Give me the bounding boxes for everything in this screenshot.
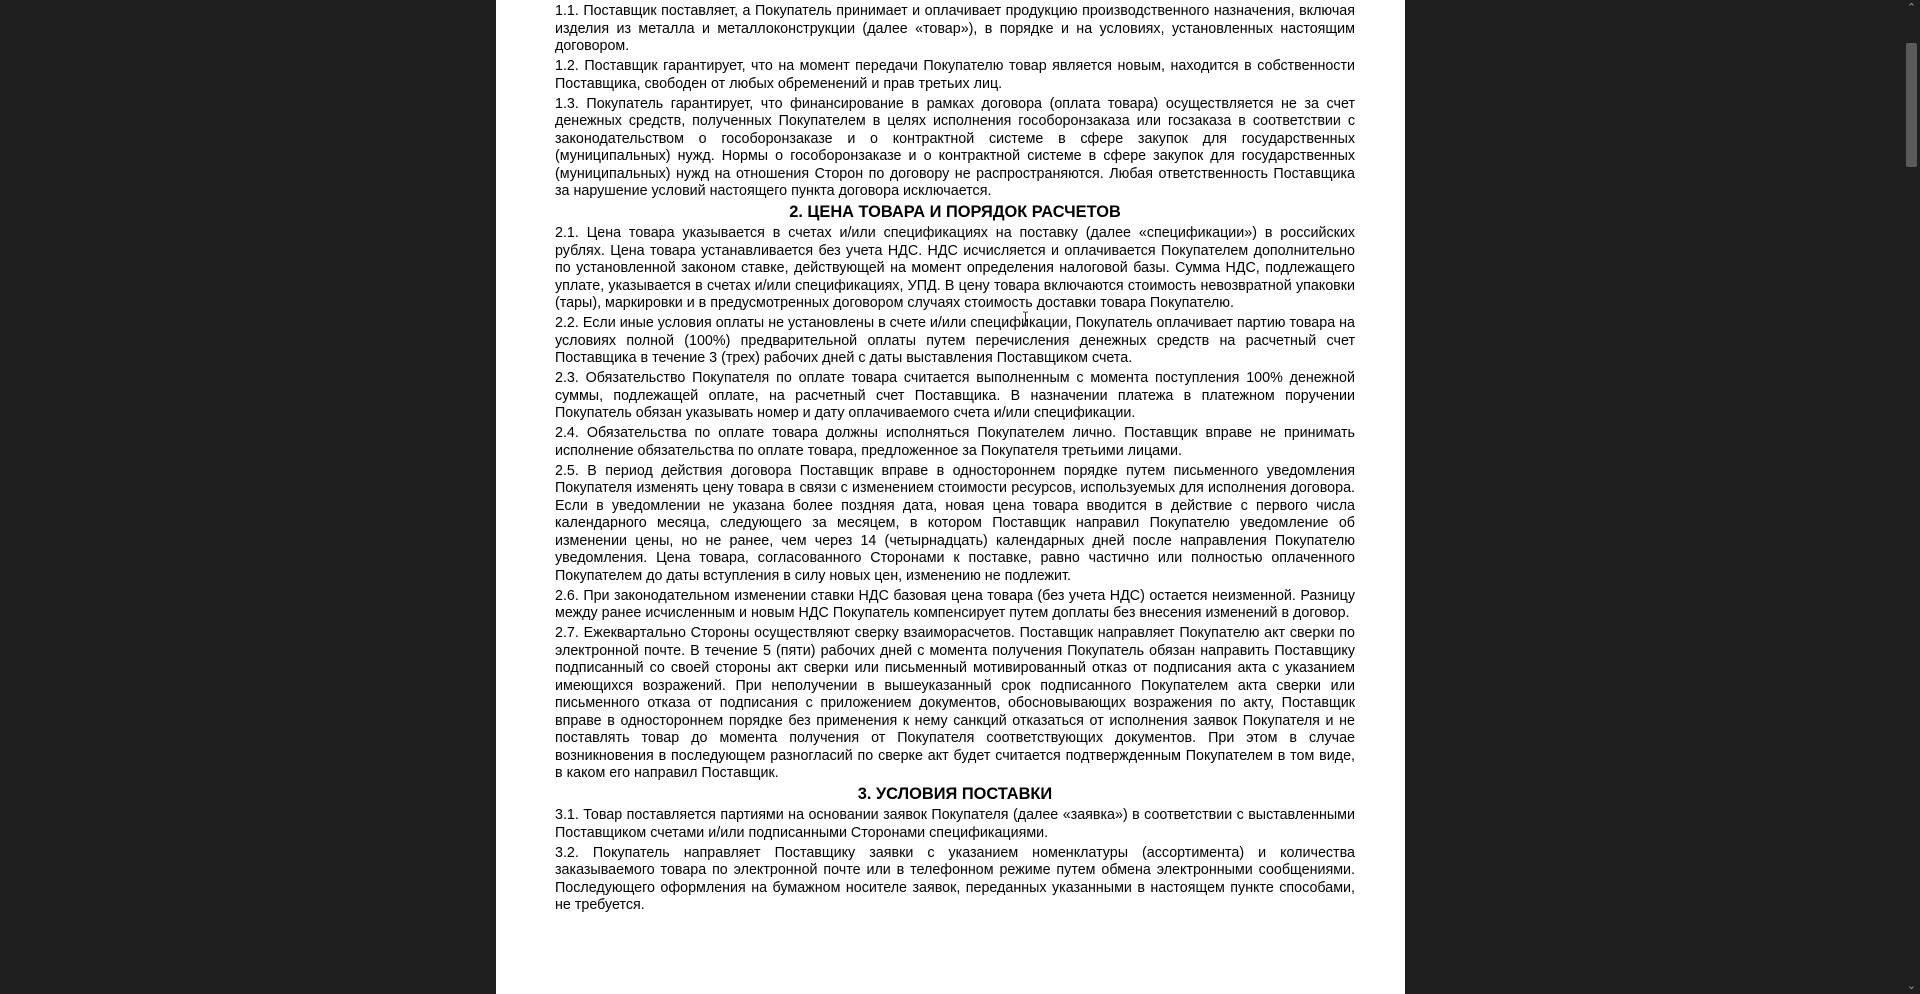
clause-2-4: 2.4. Обязательства по оплате товара должны исполняться Покупателем лично. Поставщик вправе не принимать исполнение обязательства по оплате товара, предложенное за Покупателя третьими лицами.	[555, 425, 1355, 459]
clause-3-1: 3.1. Товар поставляется партиями на основании заявок Покупателя (далее «заявка») в соответствии с выставленными Поставщиком счетами и/или подписанными Сторонами спецификациями.	[555, 807, 1355, 841]
clause-1-3: 1.3. Покупатель гарантирует, что финансирование в рамках договора (оплата товара) осуществляется не за счет денежных средств, полученных Покупателем в целях исполнения гособоронзаказа или госзаказа в соответствии с законодательством о гособоронзаказе и о контрактной системе в сфере закупок для государственных (муниципальных) нужд. Нормы о гособоронзаказе и о контрактной системе в сфере закупок для государственных (муниципальных) нужд на отношения Сторон по договору не распространяются. Любая ответственность Поставщика за нарушение условий настоящего пункта договора исключается.	[555, 95, 1355, 199]
clause-2-3: 2.3. Обязательство Покупателя по оплате товара считается выполненным с момента поступления 100% денежной суммы, подлежащей оплате, на расчетный счет Поставщика. В назначении платежа в платежном поручении Покупатель обязан указывать номер и дату оплачиваемого счета и/или спецификации.	[555, 370, 1355, 421]
clause-2-7: 2.7. Ежеквартально Стороны осуществляют сверку взаиморасчетов. Поставщик направляет Покупателю акт сверки по электронной почте. В течение 5 (пяти) рабочих дней с момента получения Покупатель обязан направить Поставщику подписанный со своей стороны акт сверки или письменный мотивированный отказ от подписания акта с указанием имеющихся возражений. При неполучении в вышеуказанный срок подписанного Покупателем акта сверки или письменного отказа от подписания с приложением документов, обосновывающих возражения по акту, Поставщик вправе в одностороннем порядке без применения к нему санкций отказаться от исполнения заявок Покупателя и не поставлять товар до момента получения от Покупателя соответствующих документов. При этом в случае возникновения в последующем разногласий по сверке акт будет считается подтвержденным Покупателем в том виде, в каком его направил Поставщик.	[555, 625, 1355, 781]
clause-3-2: 3.2. Покупатель направляет Поставщику заявки с указанием номенклатуры (ассортимента) и количества заказываемого товара по электронной почте или в телефонном режиме путем обмена электронными сообщениями. Последующего оформления на бумажном носителе заявок, переданных указанными в настоящем пункте способами, не требуется.	[555, 844, 1355, 913]
scrollbar-thumb[interactable]	[1906, 43, 1917, 167]
text-cursor-icon	[1022, 311, 1029, 327]
scroll-down-arrow-icon[interactable]: ⌄	[1906, 979, 1917, 992]
document-page[interactable]	[496, 0, 1405, 994]
clause-2-5: 2.5. В период действия договора Поставщик вправе в одностороннем порядке путем письменного уведомления Покупателя изменять цену товара в связи с изменением стоимости ресурсов, используемых для исполнения договора. Если в уведомлении не указана более поздняя дата, новая цена товара вводится в действие с первого числа календарного месяца, следующего за месяцем, в котором Поставщик направил Покупателю уведомление об изменении цены, но не ранее, чем через 14 (четырнадцать) календарных дней после направления Покупателю уведомления. Цена товара, согласованного Сторонами к поставке, равно частично или полностью оплаченного Покупателем до даты вступления в силу новых цен, изменению не подлежит.	[555, 462, 1355, 584]
vertical-scrollbar[interactable]	[1903, 0, 1920, 994]
clause-2-6: 2.6. При законодательном изменении ставки НДС базовая цена товара (без учета НДС) остается неизменной. Разницу между ранее исчисленным и новым НДС Покупатель компенсирует путем доплаты без внесения изменений в договор.	[555, 587, 1355, 621]
scroll-up-arrow-icon[interactable]: ⌃	[1906, 1, 1917, 14]
clause-1-1: 1.1. Поставщик поставляет, а Покупатель принимает и оплачивает продукцию производственного назначения, включая изделия из металла и металлоконструкции (далее «товар»), в порядке и на условиях, установленных настоящим договором.	[555, 3, 1355, 54]
clause-2-1: 2.1. Цена товара указывается в счетах и/или спецификациях на поставку (далее «спецификации») в российских рублях. Цена товара устанавливается без учета НДС. НДС исчисляется и оплачивается Покупателем дополнительно по установленной законом ставке, действующей на момент определения налоговой базы. Сумма НДС, подлежащего уплате, указывается в счетах и/или спецификациях, УПД. В цену товара включаются стоимость невозвратной упаковки (тары), маркировки и в предусмотренных договором случаях стоимость доставки товара Покупателю.	[555, 225, 1355, 311]
section-3-heading: 3. УСЛОВИЯ ПОСТАВКИ	[857, 785, 1053, 803]
clause-2-2: 2.2. Если иные условия оплаты не установлены в счете и/или спецификации, Покупатель оплачивает партию товара на условиях полной (100%) предварительной оплаты путем перечисления денежных средств на расчетный счет Поставщика в течение 3 (трех) рабочих дней с даты выставления Поставщиком счета.	[555, 315, 1355, 366]
clause-1-2: 1.2. Поставщик гарантирует, что на момент передачи Покупателю товар является новым, находится в собственности Поставщика, свободен от любых обременений и прав третьих лиц.	[555, 58, 1355, 92]
section-2-heading: 2. ЦЕНА ТОВАРА И ПОРЯДОК РАСЧЕТОВ	[789, 203, 1121, 221]
